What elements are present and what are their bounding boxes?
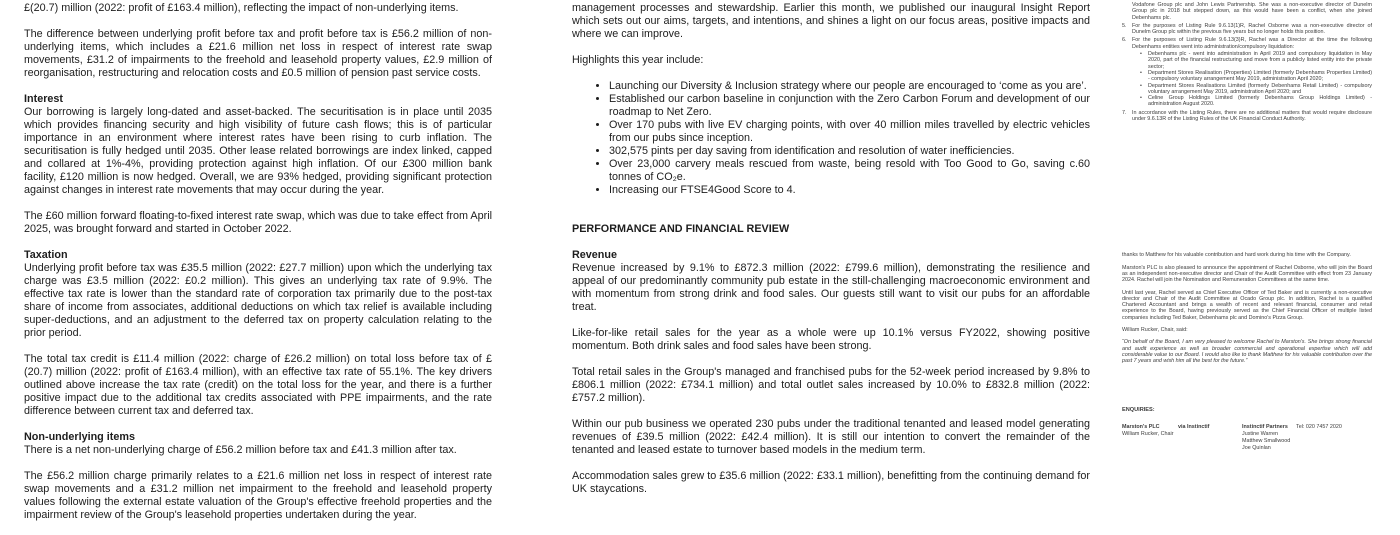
enquiries-heading: ENQUIRIES: [1122, 406, 1155, 413]
section-heading: PERFORMANCE AND FINANCIAL REVIEW [572, 223, 790, 235]
quote-paragraph: “On behalf of the Board, I am very pleased to welcome Rachel to Marston's. She brings strong financial and audit experience as well as broader commercial and operational expertise which will add considerable value to our Board. I would also like to thank Matthew for his valuable contribution over the past 7 years and wish him all the best for the future.” [1122, 339, 1372, 365]
paragraph: management processes and stewardship. Earlier this month, we published our inaugural Insight Report which sets out our aims, targets, and intentions, and shines a light on our focus areas, positive impacts and where we can improve. [572, 2, 1090, 40]
item-text: In accordance with the Listing Rules, there are no additional matters that would require disclosure under 9.6.13R of the Listing Rules of the UK Financial Conduct Authority. [1132, 109, 1372, 123]
section-heading: Revenue [572, 249, 618, 261]
middle-text-column [572, 2, 1090, 509]
right-notes-column [1122, 2, 1372, 453]
paragraph: Underlying profit before tax was £35.5 million (2022: £27.7 million) upon which the underlying tax charge was £3.5 million (2022: £0.2 million). This gives an underlying tax rate of 9.9%. The effective tax rate is lower than the standard rate of corporation tax primarily due to the post-tax share of income from associates, additional deductions on which tax relief is available including super-deductions, and an adjustment to the deferred tax on property calculation relating to the prior period. [24, 262, 492, 339]
paragraph: There is a net non-underlying charge of £56.2 million before tax and £41.3 million after tax. [24, 444, 457, 456]
bullet-item: • Launching our Diversity & Inclusion strategy where our people are encouraged to ‘come as you are’. [609, 80, 1090, 93]
sub-bullet-item: • Debenhams plc - went into administration in April 2019 and compulsory liquidation in May 2020, part of the financial restructuring and move from a publicly listed entity into the private sector; [1140, 51, 1372, 70]
agency-name: Instinctif Partners [1242, 423, 1288, 430]
item-number: 6. [1122, 37, 1127, 44]
notes-blocks [1122, 2, 1372, 407]
via-label: via Instinctif [1178, 423, 1210, 430]
paragraph: William Rucker, Chair, said: [1122, 327, 1188, 334]
paragraph: Revenue increased by 9.1% to £872.3 million (2022: £799.6 million), demonstrating the resilience and appeal of our predominantly community pub estate in the still-challenging macroeconomic environment and with momentum from strong drink and food sales. Our guests still want to visit our pubs for an affordable treat. [572, 262, 1090, 313]
item-text: For the purposes of Listing Rule 9.6.13(1)R, Rachel Osborne was a non-executive director of Dunelm Group plc within the previous five years but no longer holds this position. [1132, 22, 1372, 36]
item-body [1132, 110, 1372, 123]
item-number: 7. [1122, 109, 1127, 116]
paragraph: Highlights this year include: [572, 54, 704, 66]
section-heading: Non-underlying items [24, 431, 135, 443]
sub-bullet-list [1140, 51, 1372, 108]
enquiries-section [1122, 407, 1372, 453]
paragraph: Within our pub business we operated 230 pubs under the traditional tenanted and leased model generating revenues of £39.5 million (2022: £42.4 million). It is still our intention to convert the remainder of the tenanted and leased estate to turnover based models in the medium term. [572, 418, 1090, 456]
item-body [1132, 23, 1372, 36]
item-number: 5. [1122, 22, 1127, 29]
bullet-item: • 302,575 pints per day saving from identification and resolution of water inefficiencies. [609, 145, 1090, 158]
section-heading: Taxation [24, 249, 68, 261]
bullet-item: • Over 170 pubs with live EV charging points, with over 40 million miles travelled by electric vehicles from our pubs since inception. [609, 119, 1090, 145]
paragraph: thanks to Matthew for his valuable contribution and hard work during his time with the Company. [1122, 252, 1351, 259]
company-name: Marston's PLC [1122, 423, 1160, 430]
left-text-column [24, 2, 492, 535]
paragraph: The total tax credit is £11.4 million (2022: charge of £26.2 million) on total loss before tax of £(20.7) million (2022: profit of £163.4 million), with an effective tax rate of 55.1%. The key drivers outlined above increase the tax rate (credit) on the total loss for the year, and there is a further positive impact due to the additional tax credits associated with PPE impairments, and the rate difference between current tax and deferred tax. [24, 353, 492, 417]
sub-bullet-item: • Celine Group Holdings Limited (formerly Debenhams Group Holdings Limited) - administration August 2020. [1140, 95, 1372, 108]
spacer [1122, 371, 1372, 407]
agency-person: Matthew Smallwood [1242, 438, 1291, 445]
paragraph: The £56.2 million charge primarily relates to a £21.6 million net loss in respect of interest rate swap movements and a £31.2 million net impairment to the freehold and leasehold property values following the external estate valuation of the Group's effective freehold properties and the impairment review of the Group's leasehold properties undertaken during the year. [24, 470, 492, 521]
bullet-list [572, 80, 1090, 197]
paragraph: Vodafone Group plc and John Lewis Partnership. She was a non-executive director of Dunelm Group plc in 2018 but stepped down, as this would have been a conflict, when she joined Debenhams plc. [1132, 2, 1372, 21]
numbered-item [1122, 110, 1372, 123]
section-heading: Interest [24, 93, 64, 105]
sub-bullet-item: • Department Stores Realisation (Properties) Limited (formerly Debenhams Properties Limited) - compulsory voluntary arrangement May 2019, administration April 2020; [1140, 70, 1372, 83]
company-contact: William Rucker, Chair [1122, 431, 1174, 437]
paragraph: Total retail sales in the Group's managed and franchised pubs for the 52-week period increased by 9.8% to £806.1 million (2022: £734.1 million) and total outlet sales increased by 10.0% to £832.8 million (2022: £757.2 million). [572, 366, 1090, 404]
numbered-item [1122, 23, 1372, 36]
spacer [572, 210, 1090, 223]
bullet-item: • Increasing our FTSE4Good Score to 4. [609, 184, 1090, 197]
agency-person: Joe Quinlan [1242, 445, 1271, 452]
paragraph: Until last year, Rachel served as Chief Executive Officer of Ted Baker and is currently a non-executive director and Chair of the Audit Committee at Ocado Group plc. In addition, Rachel is a qualified Chartered Accountant and brings a wealth of recent and relevant financial, consumer and retail experience to the Board, having previously served as the Chief Financial Officer of multiple listed companies including Ted Baker, Debenhams plc and Domino's Pizza Group. [1122, 289, 1372, 321]
agency-person: Justine Warren [1242, 431, 1279, 437]
enquiries-contacts [1122, 424, 1372, 453]
paragraph: Our borrowing is largely long-dated and asset-backed. The securitisation is in place until 2035 which provides financing security and high visibility of future cash flows; this is of particular importance in an environment where interest rates have been rising to curb inflation. The securitisation is fully hedged until 2035. Other lease related borrowings are index linked, capped and collared at 1%-4%, providing protection against high inflation. Of our £300 million bank facility, £120 million is now hedged. Overall, we are 93% hedged, providing significant protection against changes in interest rate movements that may occur during the year. [24, 106, 492, 196]
bullet-item: • Over 23,000 carvery meals rescued from waste, being resold with Too Good to Go, saving c.60 tonnes of CO₂e. [609, 158, 1090, 184]
paragraph: Accommodation sales grew to £35.6 million (2022: £33.1 million), benefitting from the continuing demand for UK staycations. [572, 470, 1090, 495]
sub-bullet-item: • Department Stores Realisations Limited (formerly Debenhams Retail Limited) - compulsory voluntary arrangement May 2019, administration April 2020; and [1140, 83, 1372, 96]
bullet-item: • Established our carbon baseline in conjunction with the Zero Carbon Forum and development of our roadmap to Net Zero. [609, 93, 1090, 119]
item-body [1132, 37, 1372, 107]
paragraph: Marston's PLC is also pleased to announce the appointment of Rachel Osborne, who will join the Board as an independent non-executive director and Chair of the Audit Committee with effect from 23 January 2024. Rachel will join the Nomination and Remuneration Committees at the same time. [1122, 264, 1372, 284]
agency-phone: Tel: 020 7457 2020 [1296, 423, 1342, 430]
numbered-item [1122, 37, 1372, 107]
paragraph: £(20.7) million (2022: profit of £163.4 million), reflecting the impact of non-underlying items. [24, 2, 459, 14]
spacer [1122, 124, 1372, 252]
paragraph: The £60 million forward floating-to-fixed interest rate swap, which was due to take effect from April 2025, was brought forward and started in October 2022. [24, 210, 492, 235]
item-text: For the purposes of Listing Rule 9.6.13(3)R, Rachel was a Director at the time the following Debenhams entities went into administration/compulsory liquidation: [1132, 37, 1372, 50]
paragraph: Like-for-like retail sales for the year as a whole were up 10.1% versus FY2022, showing positive momentum. Both drink sales and food sales have been strong. [572, 327, 1090, 352]
paragraph: The difference between underlying profit before tax and profit before tax is £56.2 million of non-underlying items, which includes a £21.6 million net loss in respect of interest rate swap movements, £31.2 of impairments to the freehold and leasehold property values, £2.9 million of reorganisation, restructuring and relocation costs and £0.5 million of pension past service costs. [24, 28, 492, 79]
